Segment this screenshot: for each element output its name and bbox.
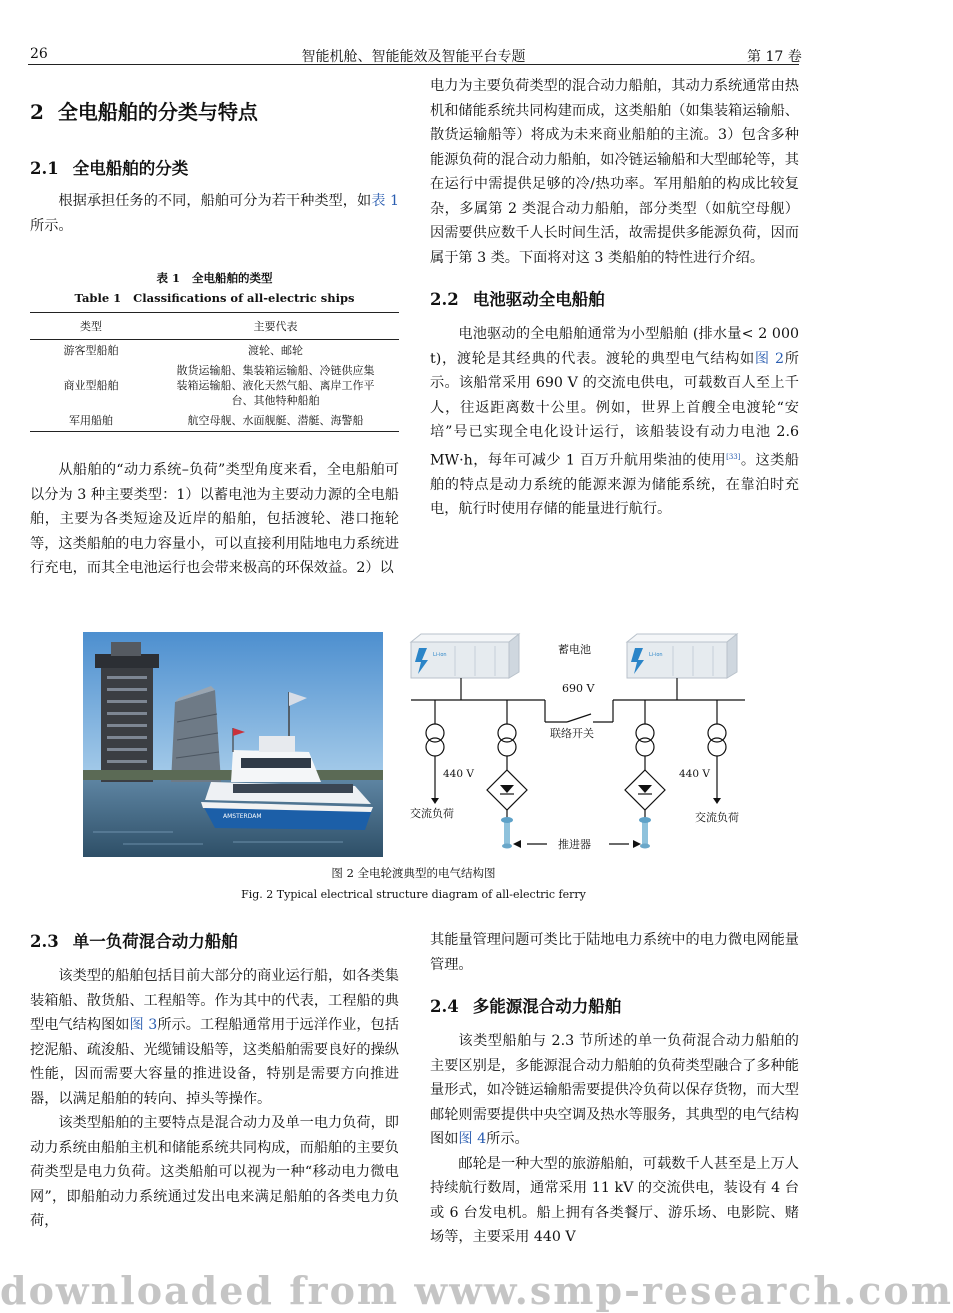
propeller-right-icon bbox=[639, 817, 651, 849]
table-1 bbox=[30, 312, 399, 432]
download-watermark: downloaded from www.smp-research.com bbox=[0, 1268, 953, 1313]
ferry-hull-name: AMSTERDAM bbox=[223, 813, 262, 820]
propeller-label: 推进器 bbox=[558, 838, 591, 851]
battery-brand-label: Li-ion bbox=[649, 652, 663, 658]
figure-2-link[interactable]: 图 2 bbox=[754, 350, 785, 367]
right-column-top bbox=[430, 74, 799, 522]
section-2-2-heading: 2.2 电池驱动全电船舶 bbox=[430, 290, 605, 309]
tie-switch-label: 联络开关 bbox=[550, 727, 594, 740]
battery-left-icon bbox=[411, 634, 519, 678]
ferry-photo bbox=[83, 632, 383, 857]
section-2-4-paragraph-1: 该类型船舶与 2.3 节所述的单一负荷混合动力船舶的主要区别是，多能源混合动力船舶的负荷类型融合了多种能量形式，如冷链运输船需要提供冷负荷以保存货物，而大型邮轮则需要提供中央空调及热水等服务，其典型的电气结构图如图 4所示。 bbox=[430, 1033, 799, 1147]
figure-2-diagram bbox=[405, 632, 773, 862]
section-2-1-paragraph: 根据承担任务的不同，船舶可分为若干种类型，如表 1所示。 bbox=[30, 193, 399, 234]
journal-section-title: 智能机舱、智能能效及智能平台专题 bbox=[301, 49, 526, 65]
battery-label: 蓄电池 bbox=[558, 643, 591, 656]
battery-right-icon bbox=[627, 634, 737, 678]
header-rule bbox=[28, 64, 799, 65]
table-1-caption-en: Table 1 Classifications of all-electric ships bbox=[74, 291, 355, 305]
right-paragraph-continuation: 其能量管理问题可类比于陆地电力系统中的电力微电网能量管理。 bbox=[430, 932, 799, 973]
table-cell-rep: 散货运输船、集装箱运输船、冷链供应集装箱运输船、液化天然气船、离岸工作平台、其他特种船舶 bbox=[176, 364, 375, 407]
table-header-representative: 主要代表 bbox=[152, 313, 399, 340]
ac-load-left-label: 交流负荷 bbox=[410, 807, 454, 820]
section-2-3-paragraph-1: 该类型的船舶包括目前大部分的商业运行船，如各类集装箱船、散货船、工程船等。作为其中的代表，工程船的典型电气结构图如图 3所示。工程船通常用于远洋作业，包括挖泥船、疏浚船、光缆铺设船等，这类船舶需要良好的操纵性能，因而需要大容量的推进设备，特别是需要方向推进器，以满足船舶的转向、掉头等操作。 bbox=[30, 968, 399, 1107]
table-1-link[interactable]: 表 1 bbox=[371, 193, 399, 209]
section-2-2-paragraph: 电池驱动的全电船舶通常为小型船舶 (排水量< 2 000 t)，渡轮是其经典的代表。渡轮的典型电气结构如图 2所示。该船常采用 690 V 的交流电供电，可载数百人至上千人，往返距离数十公里。例如，世界上首艘全电渡轮“安培”号已实现全电化设计运行，该船装设有动力电池 2.6 MW·h，每年可减少 1 百万升航用柴油的使用[33]。这类船舶的特点是动力系统的能源来源为储能系统，在靠泊时充电，航行时使用存储的能量进行航行。 bbox=[430, 326, 799, 518]
figure-2-caption-en: Fig. 2 Typical electrical structure diagram of all-electric ferry bbox=[241, 888, 586, 901]
table-cell-type: 游客型船舶 bbox=[63, 344, 119, 357]
ferry-photo-svg bbox=[83, 632, 383, 857]
section-2-3-paragraph-2: 该类型船舶的主要特点是混合动力及单一电力负荷，即动力系统由船舶主机和储能系统共同构成，而船舶的主要负荷类型是电力负荷。这类船舶可以视为一种“移动电力微电网”，即船舶动力系统通过发出电来满足船舶的各类电力负荷， bbox=[30, 1115, 399, 1229]
section-2-heading: 2 全电船舶的分类与特点 bbox=[30, 100, 258, 124]
ac-load-right-label: 交流负荷 bbox=[695, 811, 739, 824]
volume-label: 第 17 卷 bbox=[747, 49, 802, 65]
table-row bbox=[30, 361, 399, 410]
left-column-paragraph-2: 从船舶的“动力系统–负荷”类型角度来看，全电船舶可以分为 3 种主要类型：1）以蓄电池为主要动力源的全电船舶，主要为各类短途及近岸的船舶，包括渡轮、港口拖轮等，这类船舶的电力容量小，可以直接利用陆地电力系统进行充电，而其全电池运行也会带来极高的环保效益。2）以 bbox=[30, 462, 399, 576]
left-column-bottom bbox=[30, 928, 399, 1234]
table-1-block bbox=[30, 268, 399, 432]
table-row bbox=[30, 340, 399, 362]
left-column-top bbox=[30, 96, 399, 238]
figure-4-link[interactable]: 图 4 bbox=[458, 1131, 487, 1147]
bus-voltage-label: 690 V bbox=[562, 682, 595, 695]
table-row bbox=[30, 410, 399, 432]
citation-33[interactable]: [33] bbox=[726, 452, 741, 461]
section-2-3-heading: 2.3 单一负荷混合动力船舶 bbox=[30, 932, 238, 951]
section-2-1-heading: 2.1 全电船舶的分类 bbox=[30, 159, 189, 178]
table-1-caption-cn: 表 1 全电船舶的类型 bbox=[156, 271, 273, 285]
right-column-bottom bbox=[430, 928, 799, 1250]
table-cell-type: 军用船舶 bbox=[30, 410, 152, 432]
table-header-type: 类型 bbox=[30, 313, 152, 340]
table-cell-rep: 渡轮、邮轮 bbox=[248, 344, 303, 357]
voltage-440-right-label: 440 V bbox=[679, 768, 710, 780]
section-2-4-heading: 2.4 多能源混合动力船舶 bbox=[430, 997, 622, 1016]
table-cell-rep: 航空母舰、水面舰艇、潜艇、海警船 bbox=[152, 410, 399, 432]
electrical-structure-diagram bbox=[405, 632, 773, 862]
figure-2-caption-cn: 图 2 全电轮渡典型的电气结构图 bbox=[331, 866, 496, 880]
voltage-440-left-label: 440 V bbox=[443, 768, 474, 780]
page-number: 26 bbox=[30, 46, 48, 62]
propeller-left-icon bbox=[501, 817, 513, 849]
figure-3-link[interactable]: 图 3 bbox=[129, 1017, 158, 1033]
section-2-4-paragraph-2: 邮轮是一种大型的旅游船舶，可载数千人甚至是上万人持续航行数周，通常采用 11 kV 的交流供电，装设有 4 台或 6 台发电机。船上拥有各类餐厅、游乐场、电影院、赌场等，主要采用 440 V bbox=[430, 1155, 799, 1245]
right-paragraph-1: 电力为主要负荷类型的混合动力船舶，其动力系统通常由热机和储能系统共同构建而成，这类船舶（如集装箱运输船、散货运输船等）将成为未来商业船舶的主流。3）包含多种能源负荷的混合动力船舶，如冷链运输船和大型邮轮等，其在运行中需提供足够的冷/热功率。军用船舶的构成比较复杂，多属第 2 类混合动力船舶，部分类型（如航空母舰）因需要供应数千人长时间生活，故需提供多能源负荷，因而属于第 3 类。下面将对这 3 类船舶的特性进行介绍。 bbox=[430, 78, 799, 266]
battery-brand-label: Li-ion bbox=[433, 652, 447, 658]
table-cell-type: 商业型船舶 bbox=[63, 379, 119, 392]
